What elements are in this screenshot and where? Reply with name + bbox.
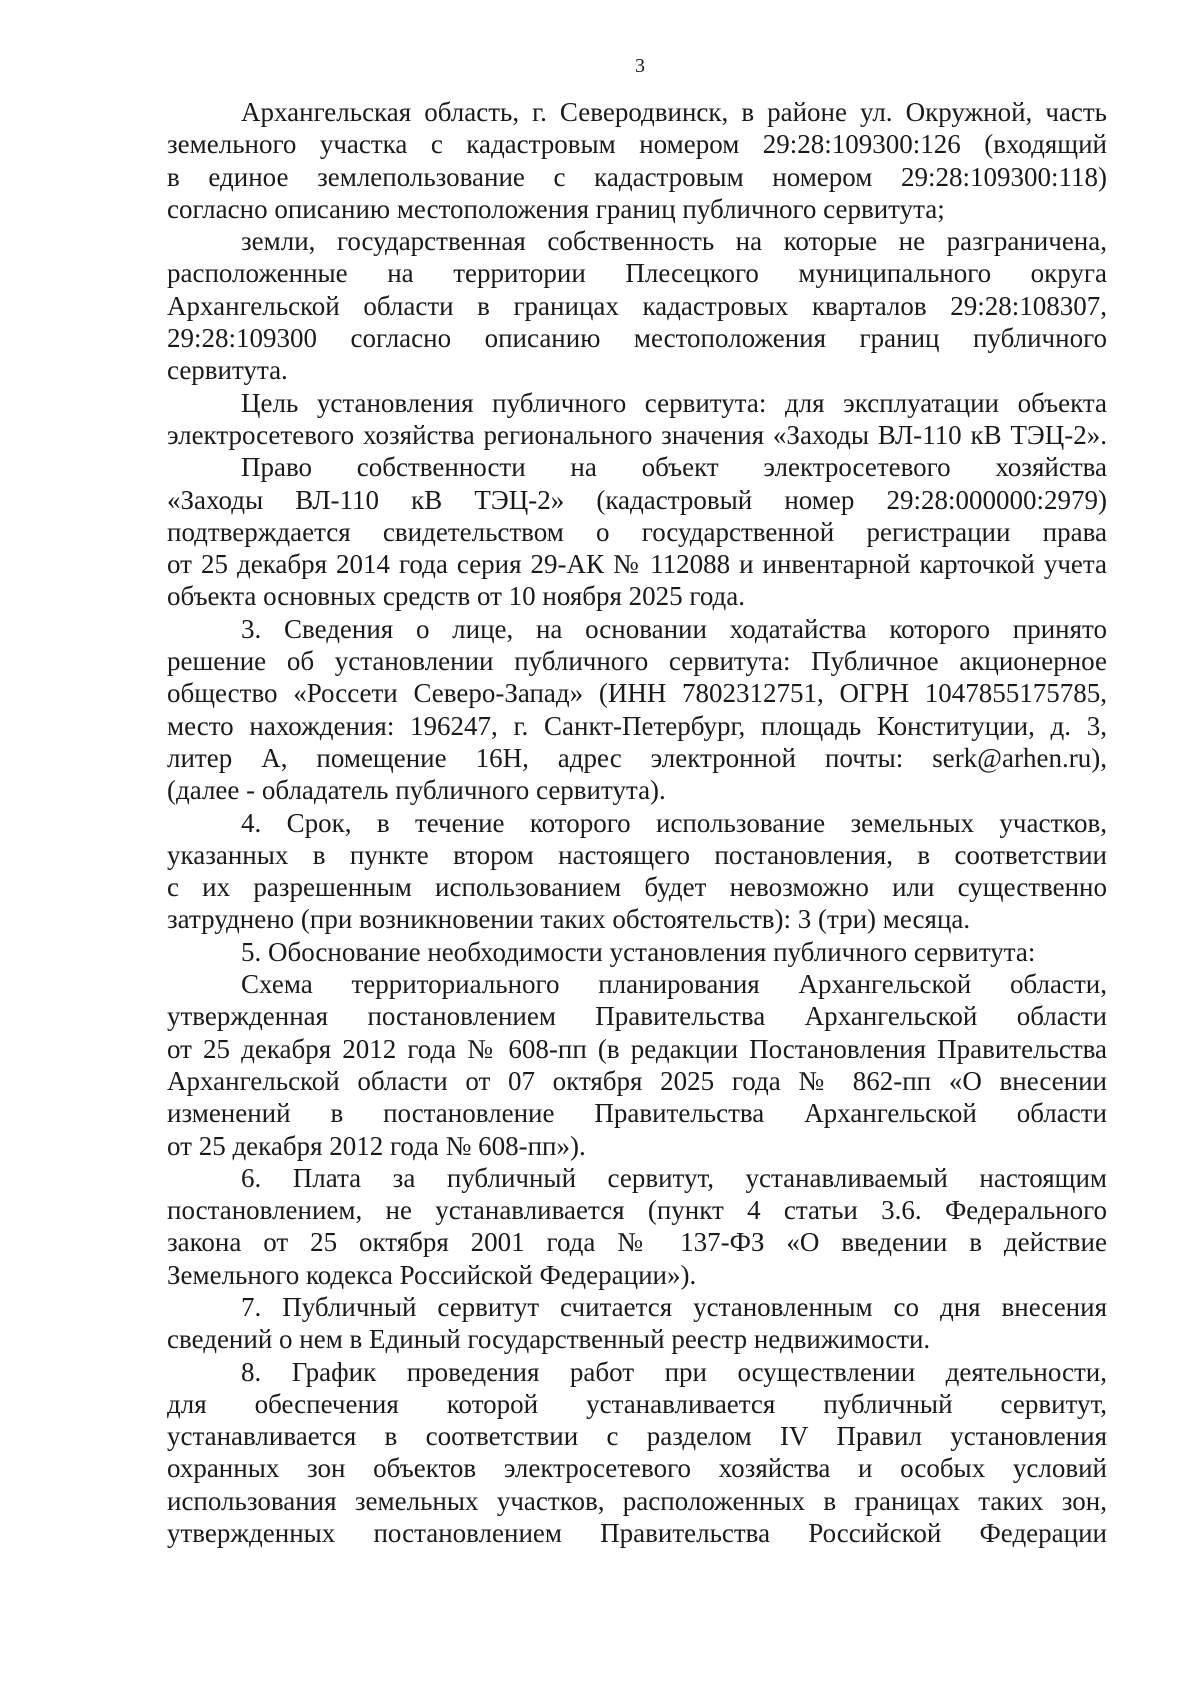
text-line: Архангельская область, г. Северодвинск, в районе ул. Окружной, часть [241,97,1107,127]
text-line: затруднено (при возникновении таких обстоятельств): 3 (три) месяца. [167,904,971,935]
text-line: Земельного кодекса Российской Федерации»). [167,1259,697,1290]
text-line: Право собственности на объект электросетевого хозяйства [241,452,1107,483]
text-line: постановлением, не устанавливается (пункт 4 статьи 3.6. Федерального [167,1195,1107,1226]
text-line: объекта основных средств от 10 ноября 2025 года. [167,581,746,612]
text-line: изменений в постановление Правительства Архангельской области [167,1098,1107,1129]
text-line: подтверждается свидетельством о государственной регистрации права [167,516,1107,547]
text-line: Цель установления публичного сервитута: для эксплуатации объекта [241,387,1107,418]
text-line: решение об установлении публичного сервитута: Публичное акционерное [167,646,1107,677]
text-line: сервитута. [167,355,288,386]
text-line: (далее - обладатель публичного сервитута). [167,775,666,806]
text-line: для обеспечения которой устанавливается публичный сервитут, [167,1388,1107,1419]
text-line: земельного участка с кадастровым номером 29:28:109300:126 (входящий [167,129,1107,160]
text-line: литер А, помещение 16Н, адрес электронной почты: serk@arhen.ru), [167,742,1107,773]
text-line: использования земельных участков, расположенных в границах таких зон, [167,1485,1107,1516]
text-line: 6. Плата за публичный сервитут, устанавливаемый настоящим [241,1162,1107,1193]
text-line: 29:28:109300 согласно описанию местоположения границ публичного [167,323,1107,354]
text-line: охранных зон объектов электросетевого хозяйства и особых условий [167,1453,1107,1484]
text-line: указанных в пункте втором настоящего постановления, в соответствии [167,839,1107,870]
text-line: устанавливается в соответствии с разделом IV Правил установления [167,1421,1107,1452]
text-line: 5. Обоснование необходимости установления публичного сервитута: [241,936,1036,967]
text-line: 4. Срок, в течение которого использование земельных участков, [241,807,1107,838]
text-line: сведений о нем в Единый государственный реестр недвижимости. [167,1324,931,1355]
text-line: с их разрешенным использованием будет невозможно или существенно [167,872,1107,903]
text-line: согласно описанию местоположения границ публичного сервитута; [167,193,945,224]
text-line: от 25 декабря 2012 года № 608-пп (в редакции Постановления Правительства [167,1033,1107,1064]
text-line: от 25 декабря 2012 года № 608-пп»). [167,1130,586,1161]
text-line: расположенные на территории Плесецкого муниципального округа [167,258,1107,289]
text-line: место нахождения: 196247, г. Санкт-Петербург, площадь Конституции, д. 3, [167,710,1107,741]
text-line: утвержденных постановлением Правительства Российской Федерации [167,1518,1107,1549]
document-body [167,96,1107,1549]
text-line: в единое землепользование с кадастровым номером 29:28:109300:118) [167,161,1107,192]
text-line: утвержденная постановлением Правительства Архангельской области [167,1001,1107,1032]
text-line: Архангельской области в границах кадастровых кварталов 29:28:108307, [167,290,1107,321]
text-line: от 25 декабря 2014 года серия 29-АК № 112088 и инвентарной карточкой учета [167,549,1107,580]
text-line: 3. Сведения о лице, на основании ходатайства которого принято [241,613,1107,644]
text-line: Схема территориального планирования Архангельской области, [241,969,1107,1000]
text-line: 8. График проведения работ при осуществлении деятельности, [241,1356,1107,1387]
text-line: земли, государственная собственность на которые не разграничена, [241,226,1107,257]
page-number: 3 [635,55,645,77]
text-line: общество «Россети Северо-Запад» (ИНН 7802312751, ОГРН 1047855175785, [167,678,1107,709]
text-line: 7. Публичный сервитут считается установленным со дня внесения [241,1291,1107,1322]
text-line: закона от 25 октября 2001 года № 137-ФЗ «О введении в действие [167,1227,1107,1258]
text-line: «Заходы ВЛ-110 кВ ТЭЦ-2» (кадастровый номер 29:28:000000:2979) [167,484,1107,515]
text-line: электросетевого хозяйства регионального значения «Заходы ВЛ-110 кВ ТЭЦ-2». [167,419,1107,450]
text-line: Архангельской области от 07 октября 2025 года № 862-пп «О внесении [167,1065,1107,1096]
